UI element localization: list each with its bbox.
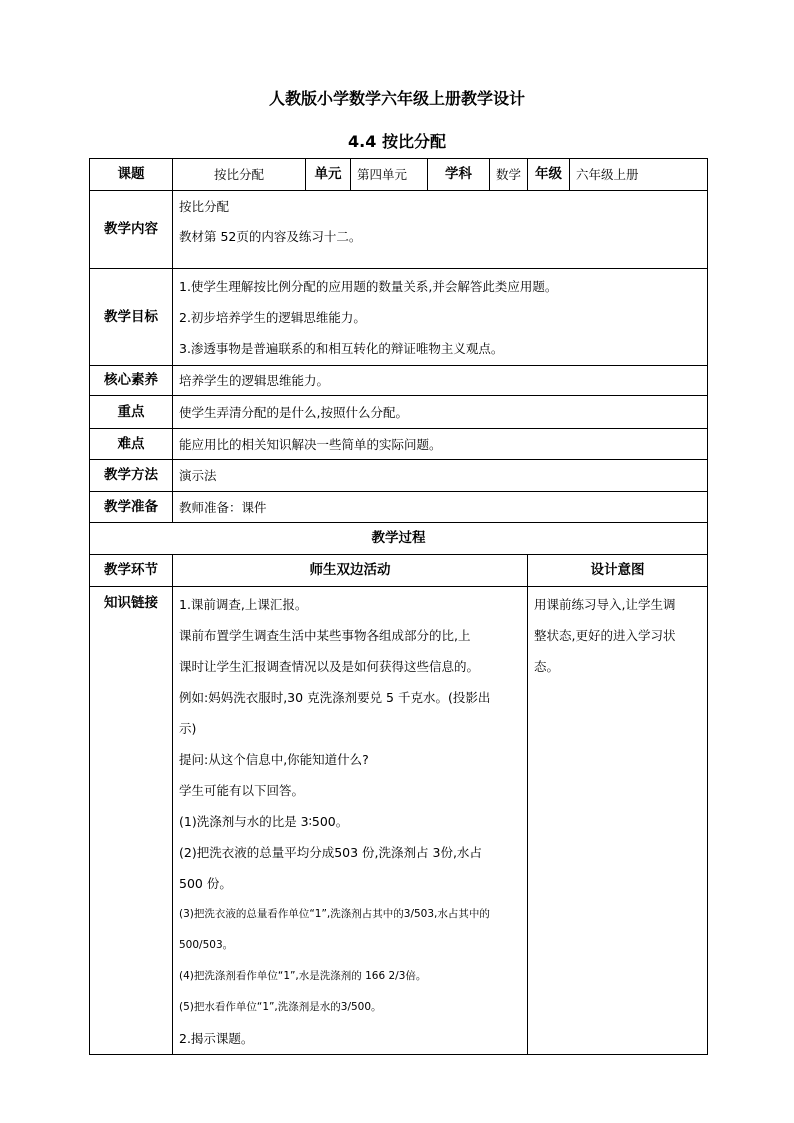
header-row (90, 159, 708, 191)
activity-item-3: (3)把洗衣液的总量看作单位“1”,洗涤剂占其中的3/503,水占其中的500/503。 (179, 908, 490, 951)
intent-line: 态。 (534, 659, 560, 674)
intent-column-header: 设计意图 (528, 555, 708, 587)
difficulty-value: 能应用比的相关知识解决一些简单的实际问题。 (173, 429, 708, 460)
core-row (90, 366, 708, 396)
activity-cell (173, 587, 528, 1055)
activity-line: 示) (179, 721, 197, 736)
content-cell (173, 191, 708, 269)
intent-cell (528, 587, 708, 1055)
unit-label: 单元 (306, 159, 351, 191)
subject-value: 数学 (490, 159, 528, 191)
topic-label: 课题 (90, 159, 173, 191)
process-columns-row (90, 555, 708, 587)
intent-line: 整状态,更好的进入学习状 (534, 628, 676, 643)
difficulty-row (90, 429, 708, 460)
activity-line: 课前布置学生调查生活中某些事物各组成部分的比,上 (179, 628, 471, 643)
core-value: 培养学生的逻辑思维能力。 (173, 366, 708, 396)
stage-cell: 知识链接 (90, 587, 173, 1055)
core-label: 核心素养 (90, 366, 173, 396)
activity-line: 学生可能有以下回答。 (179, 783, 305, 798)
process-row (90, 587, 708, 1055)
intent-line: 用课前练习导入,让学生调 (534, 597, 676, 612)
method-value: 演示法 (173, 460, 708, 492)
goal-line: 3.渗透事物是普遍联系的和相互转化的辩证唯物主义观点。 (179, 340, 504, 356)
method-row (90, 460, 708, 492)
goal-line: 1.使学生理解按比例分配的应用题的数量关系,并会解答此类应用题。 (179, 278, 558, 294)
activity-line: 提问:从这个信息中,你能知道什么? (179, 752, 369, 767)
grade-label: 年级 (528, 159, 570, 191)
goals-row (90, 269, 708, 366)
goals-cell (173, 269, 708, 366)
lesson-title: 4.4 按比分配 (348, 132, 446, 151)
goals-label: 教学目标 (90, 269, 173, 366)
document-title: 人教版小学数学六年级上册教学设计 (268, 89, 525, 108)
process-heading-row (90, 523, 708, 555)
activity-column-header: 师生双边活动 (173, 555, 528, 587)
topic-value: 按比分配 (173, 159, 306, 191)
prep-value: 教师准备：课件 (173, 492, 708, 523)
content-line: 按比分配 (179, 199, 230, 214)
method-label: 教学方法 (90, 460, 173, 492)
activity-line: 1.课前调查,上课汇报。 (179, 597, 308, 612)
key-point-value: 使学生弄清分配的是什么,按照什么分配。 (173, 396, 708, 429)
prep-row (90, 492, 708, 523)
activity-item-5: (5)把水看作单位“1”,洗涤剂是水的3/500。 (179, 1001, 382, 1013)
activity-item-4: (4)把洗涤剂看作单位“1”,水是洗涤剂的 166 2/3倍。 (179, 970, 427, 982)
content-line: 教材第 52页的内容及练习十二。 (179, 229, 362, 244)
grade-value: 六年级上册 (570, 159, 708, 191)
process-heading: 教学过程 (90, 523, 708, 555)
goal-line: 2.初步培养学生的逻辑思维能力。 (179, 309, 366, 325)
activity-line: 例如:妈妈洗衣服时,30 克洗涤剂要兑 5 千克水。(投影出 (179, 690, 491, 705)
activity-line: 500 份。 (179, 876, 232, 891)
activity-line-last: 2.揭示课题。 (179, 1031, 254, 1046)
key-point-row (90, 396, 708, 429)
activity-line: 课时让学生汇报调查情况以及是如何获得这些信息的。 (179, 659, 480, 674)
content-label: 教学内容 (90, 191, 173, 269)
key-point-label: 重点 (90, 396, 173, 429)
content-row (90, 191, 708, 269)
unit-value: 第四单元 (351, 159, 428, 191)
difficulty-label: 难点 (90, 429, 173, 460)
subject-label: 学科 (428, 159, 490, 191)
activity-line: (1)洗涤剂与水的比是 3∶500。 (179, 814, 349, 829)
prep-label: 教学准备 (90, 492, 173, 523)
activity-line: (2)把洗衣液的总量平均分成503 份,洗涤剂占 3份,水占 (179, 845, 482, 860)
stage-column-header: 教学环节 (90, 555, 173, 587)
lesson-plan-table (89, 158, 708, 1055)
